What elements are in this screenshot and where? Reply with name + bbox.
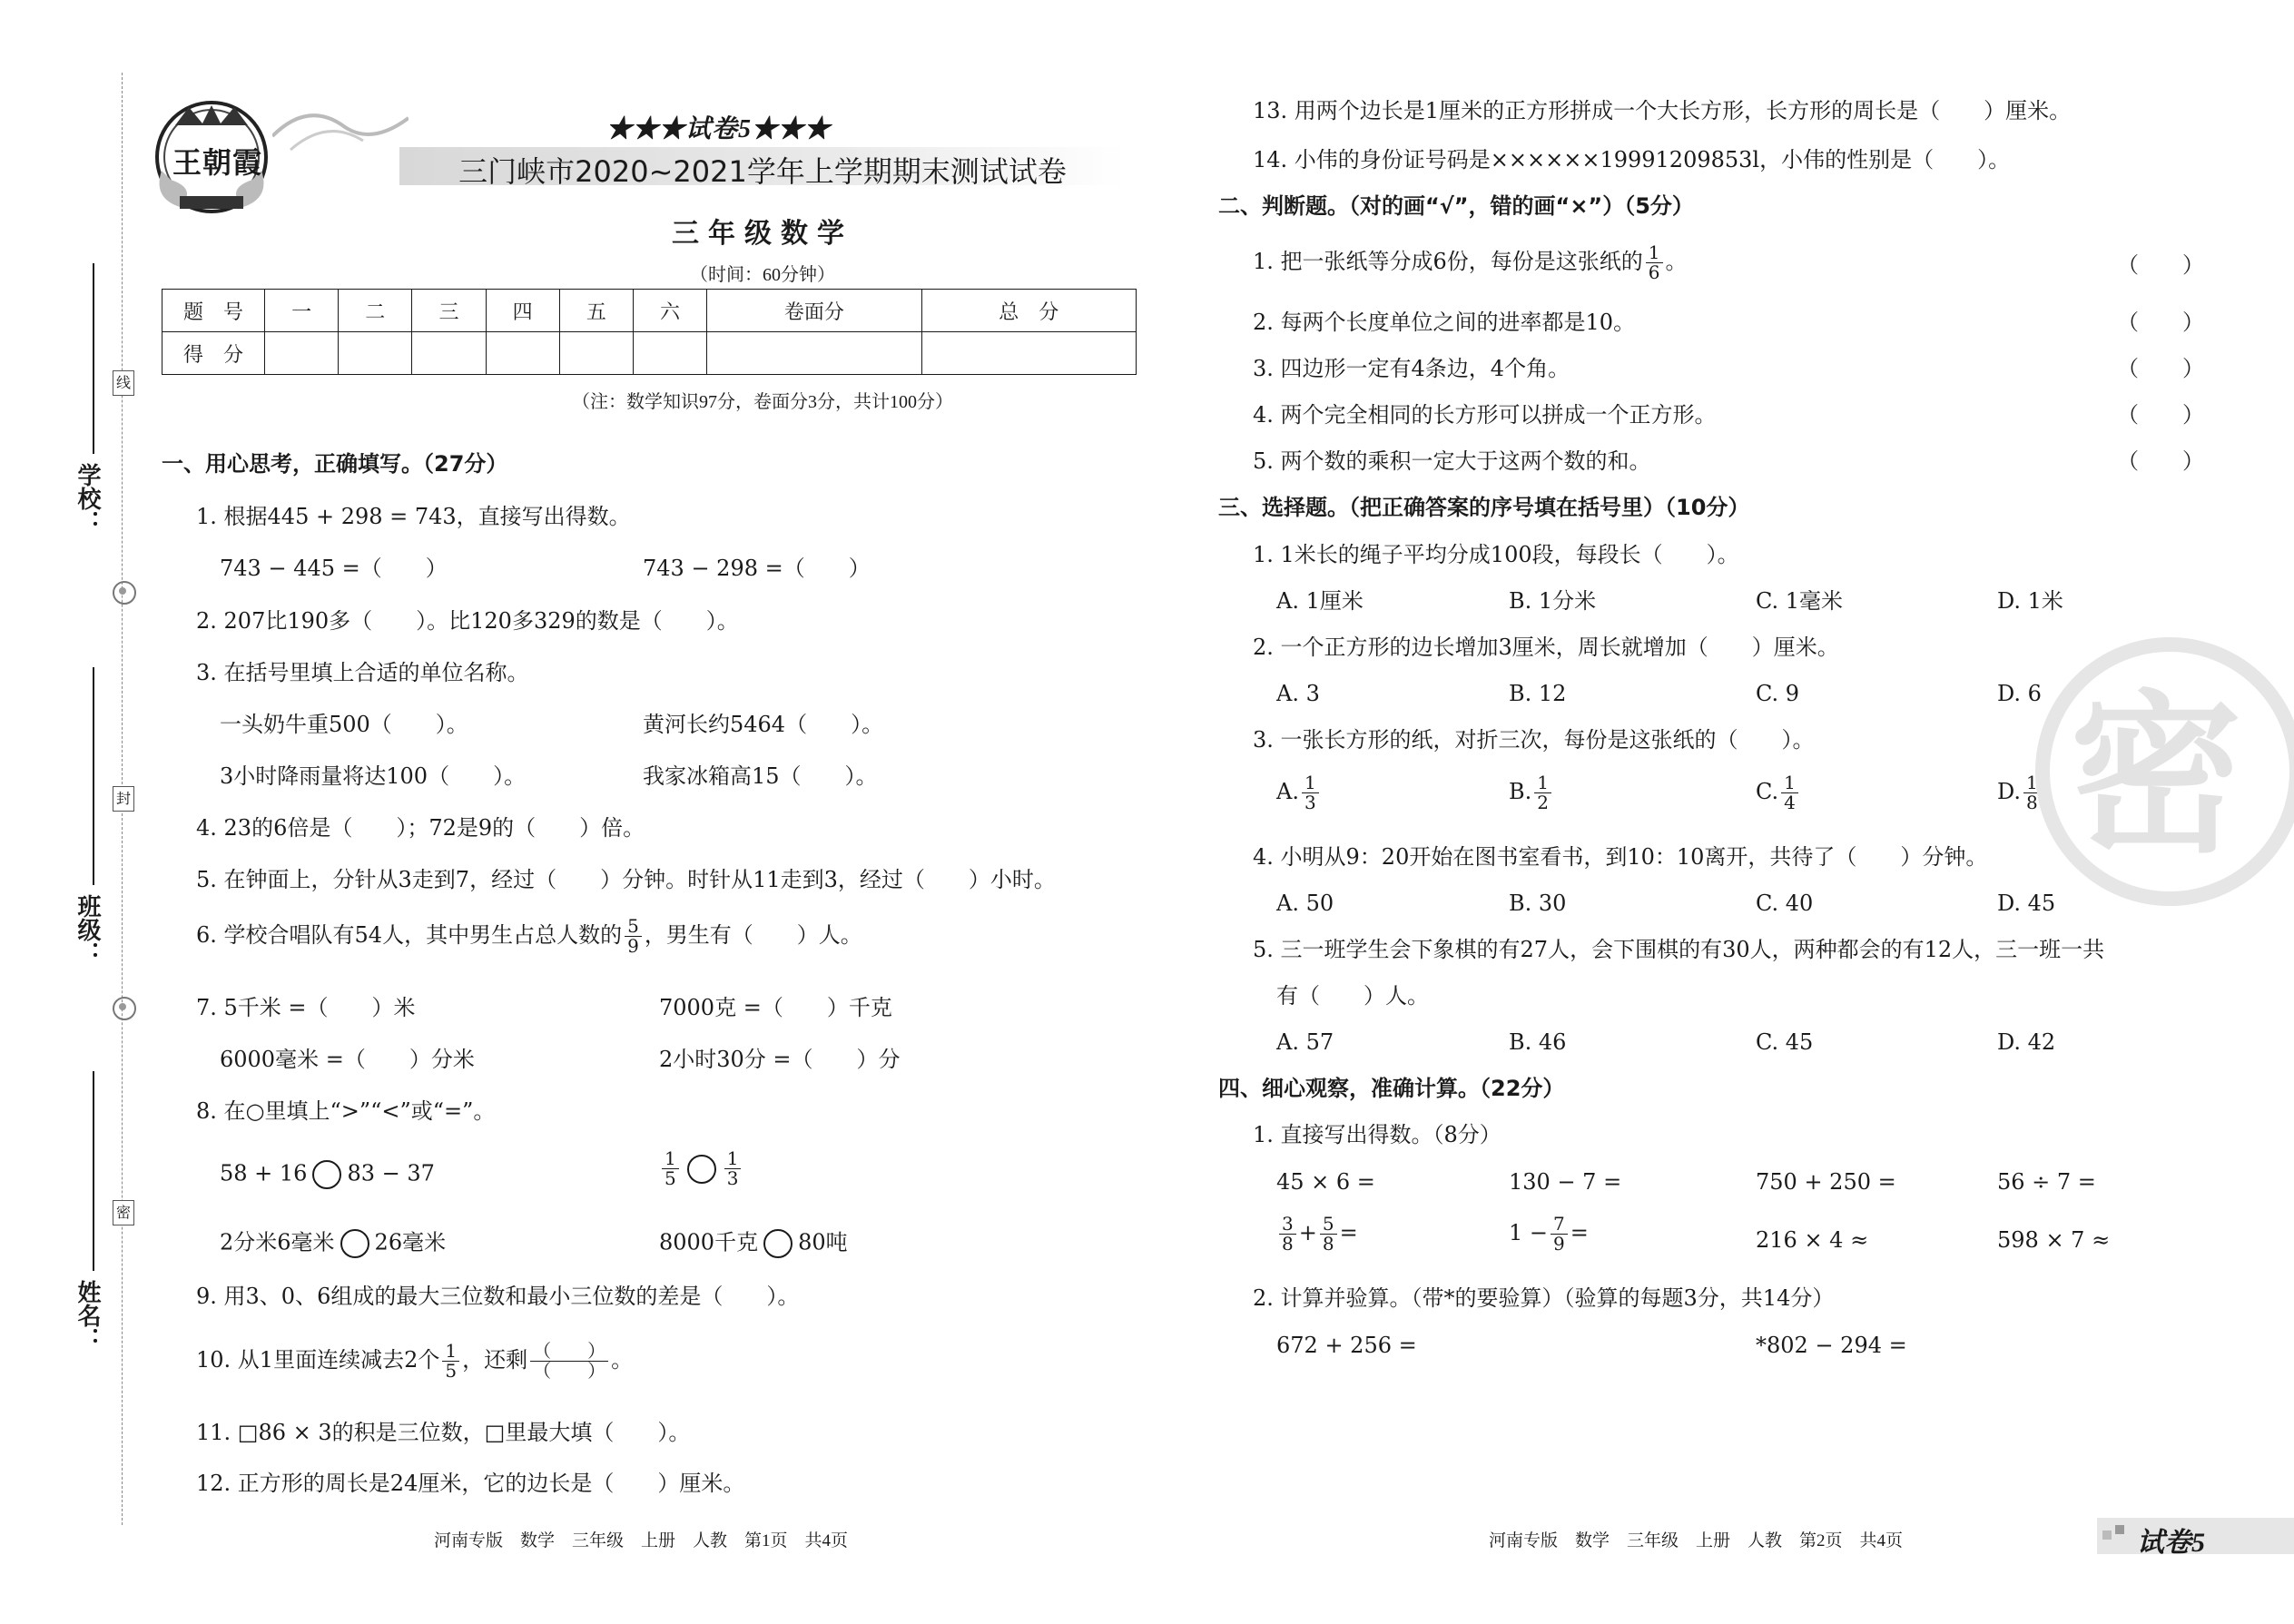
compare-right: 26毫米 bbox=[374, 1229, 447, 1255]
binding-hole-icon bbox=[113, 997, 136, 1020]
score-input-cell[interactable] bbox=[486, 332, 559, 375]
choice-option[interactable]: B. 46 bbox=[1509, 1029, 1567, 1055]
ribbon-icon bbox=[272, 100, 409, 154]
answer-blank[interactable]: 2小时30分 =（ ）分 bbox=[659, 1047, 901, 1072]
choice-option[interactable]: A. $\frac{1}{3}$ bbox=[1276, 773, 1322, 812]
choice-5-cont: 有（ ）人。 bbox=[1276, 983, 1429, 1009]
choice-3: 3. 一张长方形的纸，对折三次，每份是这张纸的（ ）。 bbox=[1253, 727, 1815, 753]
series-title: ★★★试卷5★★★ bbox=[606, 115, 832, 143]
logo-brand: 王朝霞 bbox=[172, 146, 263, 179]
question-12: 12. 正方形的周长是24厘米，它的边长是（ ）厘米。 bbox=[196, 1471, 745, 1496]
publisher-logo bbox=[153, 98, 271, 216]
answer-blank[interactable]: 我家冰箱高15（ ）。 bbox=[643, 763, 878, 789]
compare-right: 83 − 37 bbox=[347, 1160, 435, 1186]
score-table bbox=[162, 289, 1137, 375]
question-6 bbox=[196, 917, 862, 956]
fraction: $\frac{1}{6}$ bbox=[1646, 243, 1663, 282]
choice-2: 2. 一个正方形的边长增加3厘米，周长就增加（ ）厘米。 bbox=[1253, 635, 1839, 660]
section-3-heading: 三、选择题。（把正确答案的序号填在括号里）（10分） bbox=[1218, 495, 1750, 520]
calc-item[interactable]: 216 × 4 ≈ bbox=[1756, 1227, 1869, 1253]
exam-time: （时间：60分钟） bbox=[690, 265, 835, 285]
class-label: 班级： bbox=[74, 894, 101, 965]
question-8: 8. 在○里填上“>”“<”或“=”。 bbox=[196, 1098, 496, 1124]
compare-circle[interactable] bbox=[312, 1160, 341, 1189]
fraction: $\frac{1}{3}$ bbox=[1302, 773, 1319, 812]
compare-left: 2分米6毫米 bbox=[220, 1229, 335, 1255]
judge-answer-blank[interactable]: （ ） bbox=[2117, 356, 2204, 381]
fraction: $\frac{5}{9}$ bbox=[625, 917, 642, 956]
class-write-line[interactable] bbox=[93, 667, 94, 885]
compare-circle[interactable] bbox=[763, 1229, 793, 1258]
binding-tag-secret: 密 bbox=[113, 1200, 134, 1225]
fraction: $\frac{1}{4}$ bbox=[1781, 773, 1798, 812]
calc-item[interactable]: *802 − 294 = bbox=[1756, 1333, 1907, 1358]
question-13: 13. 用两个边长是1厘米的正方形拼成一个大长方形，长方形的周长是（ ）厘米。 bbox=[1253, 98, 2072, 123]
choice-option[interactable]: C. 40 bbox=[1756, 891, 1814, 916]
exam-title: 三门峡市2020~2021学年上学期期末测试试卷 bbox=[458, 154, 1067, 189]
choice-option[interactable]: A. 57 bbox=[1276, 1029, 1334, 1055]
judge-1-end: 。 bbox=[1665, 249, 1688, 274]
compare-circle[interactable] bbox=[340, 1229, 369, 1258]
calc-item[interactable]: 56 ÷ 7 = bbox=[1997, 1169, 2096, 1195]
fraction: $\frac{1}{8}$ bbox=[2023, 773, 2041, 812]
calc-item[interactable]: 45 × 6 = bbox=[1276, 1169, 1375, 1195]
question-3: 3. 在括号里填上合适的单位名称。 bbox=[196, 660, 529, 685]
choice-option[interactable]: B. 30 bbox=[1509, 891, 1567, 916]
school-label: 学校： bbox=[74, 463, 101, 534]
score-input-cell[interactable] bbox=[339, 332, 412, 375]
answer-blank[interactable]: 3小时降雨量将达100（ ）。 bbox=[220, 763, 527, 789]
score-input-cell[interactable] bbox=[921, 332, 1136, 375]
fraction: $\frac{7}{9}$ bbox=[1551, 1215, 1568, 1254]
answer-blank[interactable]: 黄河长约5464（ ）。 bbox=[643, 712, 884, 737]
judge-answer-blank[interactable]: （ ） bbox=[2117, 448, 2204, 474]
fraction: $\frac{1}{5}$ bbox=[662, 1149, 679, 1188]
judge-2: 2. 每两个长度单位之间的进率都是10。 bbox=[1253, 310, 1636, 335]
score-header-cell: 四 bbox=[486, 290, 559, 332]
score-input-cell[interactable] bbox=[265, 332, 339, 375]
watermark-char: 密 bbox=[2070, 675, 2243, 876]
choice-option[interactable]: A. 50 bbox=[1276, 891, 1334, 916]
choice-option[interactable]: A. 3 bbox=[1276, 681, 1320, 706]
score-header-cell: 六 bbox=[633, 290, 706, 332]
question-10-end: 。 bbox=[611, 1347, 634, 1373]
choice-option[interactable]: D. 42 bbox=[1997, 1029, 2056, 1055]
question-10-mid: ，还剩 bbox=[462, 1347, 528, 1373]
choice-option[interactable]: C. 45 bbox=[1756, 1029, 1814, 1055]
choice-option[interactable]: B. 1分米 bbox=[1509, 588, 1597, 614]
choice-option[interactable]: C. 9 bbox=[1756, 681, 1800, 706]
score-header-cell: 三 bbox=[412, 290, 486, 332]
compare-left: 58 + 16 bbox=[220, 1160, 308, 1186]
score-input-cell[interactable] bbox=[633, 332, 706, 375]
judge-5: 5. 两个数的乘积一定大于这两个数的和。 bbox=[1253, 448, 1651, 474]
answer-blank[interactable]: 一头奶牛重500（ ）。 bbox=[220, 712, 468, 737]
question-4: 4. 23的6倍是（ ）；72是9的（ ）倍。 bbox=[196, 815, 645, 841]
score-header-cell: 题 号 bbox=[162, 290, 265, 332]
choice-option[interactable]: D. 6 bbox=[1997, 681, 2042, 706]
name-write-line[interactable] bbox=[93, 1071, 94, 1271]
answer-blank[interactable]: 7000克 =（ ）千克 bbox=[659, 995, 892, 1020]
score-input-cell[interactable] bbox=[559, 332, 633, 375]
binding-tag-line: 线 bbox=[113, 370, 134, 396]
question-6-text-end: ，男生有（ ）人。 bbox=[644, 922, 862, 948]
judge-3: 3. 四边形一定有4条边，4个角。 bbox=[1253, 356, 1570, 381]
question-14: 14. 小伟的身份证号码是××××××19991209853l，小伟的性别是（ ）。 bbox=[1253, 147, 2011, 172]
calc-1-heading: 1. 直接写出得数。（8分） bbox=[1253, 1122, 1501, 1147]
answer-blank[interactable]: 743 − 298 =（ ） bbox=[643, 556, 871, 581]
binding-hole-icon bbox=[113, 581, 136, 605]
choice-option[interactable]: B. $\frac{1}{2}$ bbox=[1509, 773, 1554, 812]
compare-item bbox=[220, 1160, 435, 1189]
page-badge-label: 试卷5 bbox=[2137, 1528, 2205, 1558]
score-header-cell: 一 bbox=[265, 290, 339, 332]
section-1-heading: 一、用心思考，正确填写。（27分） bbox=[162, 451, 508, 477]
judge-1 bbox=[1253, 243, 1688, 282]
question-10 bbox=[196, 1342, 633, 1381]
choice-option[interactable]: D. 45 bbox=[1997, 891, 2056, 916]
score-input-cell[interactable] bbox=[707, 332, 921, 375]
choice-1: 1. 1米长的绳子平均分成100段，每段长（ ）。 bbox=[1253, 542, 1739, 567]
score-note: （注：数学知识97分，卷面分3分，共计100分） bbox=[572, 392, 953, 412]
judge-answer-blank[interactable]: （ ） bbox=[2117, 252, 2204, 278]
score-row-label: 得 分 bbox=[162, 332, 265, 375]
judge-4: 4. 两个完全相同的长方形可以拼成一个正方形。 bbox=[1253, 402, 1717, 428]
judge-answer-blank[interactable]: （ ） bbox=[2117, 310, 2204, 335]
calc-2-heading: 2. 计算并验算。（带*的要验算）（验算的每题3分，共14分） bbox=[1253, 1285, 1835, 1311]
fraction: $\frac{1}{2}$ bbox=[1534, 773, 1551, 812]
section-4-heading: 四、细心观察，准确计算。（22分） bbox=[1218, 1076, 1565, 1101]
choice-option[interactable]: B. 12 bbox=[1509, 681, 1567, 706]
calc-item[interactable]: 1 − $\frac{7}{9}$ = bbox=[1509, 1213, 1589, 1255]
page-2-footer: 河南专版 数学 三年级 上册 人教 第2页 共4页 bbox=[1489, 1531, 1904, 1550]
compare-item bbox=[659, 1149, 743, 1188]
choice-option[interactable]: D. $\frac{1}{8}$ bbox=[1997, 773, 2043, 812]
subject-title: 三年级数学 bbox=[672, 218, 853, 250]
score-header-cell: 五 bbox=[559, 290, 633, 332]
score-header-cell: 二 bbox=[339, 290, 412, 332]
answer-fraction[interactable]: $\frac{( )}{( )}$ bbox=[530, 1342, 608, 1381]
calc-item[interactable]: 130 − 7 = bbox=[1509, 1169, 1622, 1195]
page-1-footer: 河南专版 数学 三年级 上册 人教 第1页 共4页 bbox=[434, 1531, 849, 1550]
school-write-line[interactable] bbox=[93, 263, 94, 454]
answer-blank[interactable]: 743 − 445 =（ ） bbox=[220, 556, 448, 581]
choice-option[interactable]: C. $\frac{1}{4}$ bbox=[1756, 773, 1801, 812]
choice-option[interactable]: A. 1厘米 bbox=[1276, 588, 1364, 614]
judge-1-text: 1. 把一张纸等分成6份，每份是这张纸的 bbox=[1253, 249, 1643, 274]
compare-item bbox=[659, 1229, 848, 1258]
choice-option[interactable]: C. 1毫米 bbox=[1756, 588, 1844, 614]
question-11: 11. □86 × 3的积是三位数，□里最大填（ ）。 bbox=[196, 1420, 691, 1445]
question-2: 2. 207比190多（ ）。比120多329的数是（ ）。 bbox=[196, 608, 739, 634]
name-label: 姓名： bbox=[74, 1280, 101, 1351]
fraction: $\frac{3}{8}$ bbox=[1279, 1215, 1296, 1254]
compare-left: 8000千克 bbox=[659, 1229, 759, 1255]
question-10-text: 10. 从1里面连续减去2个 bbox=[196, 1347, 440, 1373]
section-2-heading: 二、判断题。（对的画“√”，错的画“×”）（5分） bbox=[1218, 193, 1694, 219]
judge-answer-blank[interactable]: （ ） bbox=[2117, 402, 2204, 428]
compare-circle[interactable] bbox=[687, 1155, 716, 1184]
fraction: $\frac{5}{8}$ bbox=[1320, 1215, 1337, 1254]
score-input-cell[interactable] bbox=[412, 332, 486, 375]
question-6-text: 6. 学校合唱队有54人，其中男生占总人数的 bbox=[196, 922, 623, 948]
answer-blank[interactable]: 7. 5千米 =（ ）米 bbox=[196, 995, 416, 1020]
compare-item bbox=[220, 1229, 446, 1258]
score-header-cell: 总 分 bbox=[921, 290, 1136, 332]
score-header-cell: 卷面分 bbox=[707, 290, 921, 332]
binding-tag-seal: 封 bbox=[113, 786, 134, 812]
calc-item[interactable]: 672 + 256 = bbox=[1276, 1333, 1417, 1358]
calc-item[interactable]: 750 + 250 = bbox=[1756, 1169, 1896, 1195]
compare-right: 80吨 bbox=[798, 1229, 848, 1255]
answer-blank[interactable]: 6000毫米 =（ ）分米 bbox=[220, 1047, 475, 1072]
calc-item[interactable]: 598 × 7 ≈ bbox=[1997, 1227, 2111, 1253]
fraction: $\frac{1}{5}$ bbox=[442, 1342, 459, 1381]
fraction: $\frac{1}{3}$ bbox=[724, 1149, 742, 1188]
question-1: 1. 根据445 + 298 = 743，直接写出得数。 bbox=[196, 504, 631, 529]
choice-4: 4. 小明从9：20开始在图书室看书，到10：10离开，共待了（ ）分钟。 bbox=[1253, 844, 1988, 870]
question-5: 5. 在钟面上，分针从3走到7，经过（ ）分钟。时针从11走到3，经过（ ）小时。 bbox=[196, 867, 1056, 892]
secret-watermark bbox=[2033, 635, 2294, 908]
choice-5: 5. 三一班学生会下象棋的有27人，会下围棋的有30人，两种都会的有12人，三一班一共 bbox=[1253, 937, 2105, 962]
choice-option[interactable]: D. 1米 bbox=[1997, 588, 2063, 614]
page-badge bbox=[2097, 1518, 2294, 1558]
calc-item[interactable]: $\frac{3}{8}$ + $\frac{5}{8}$ = bbox=[1276, 1215, 1358, 1254]
question-9: 9. 用3、0、6组成的最大三位数和最小三位数的差是（ ）。 bbox=[196, 1284, 800, 1309]
